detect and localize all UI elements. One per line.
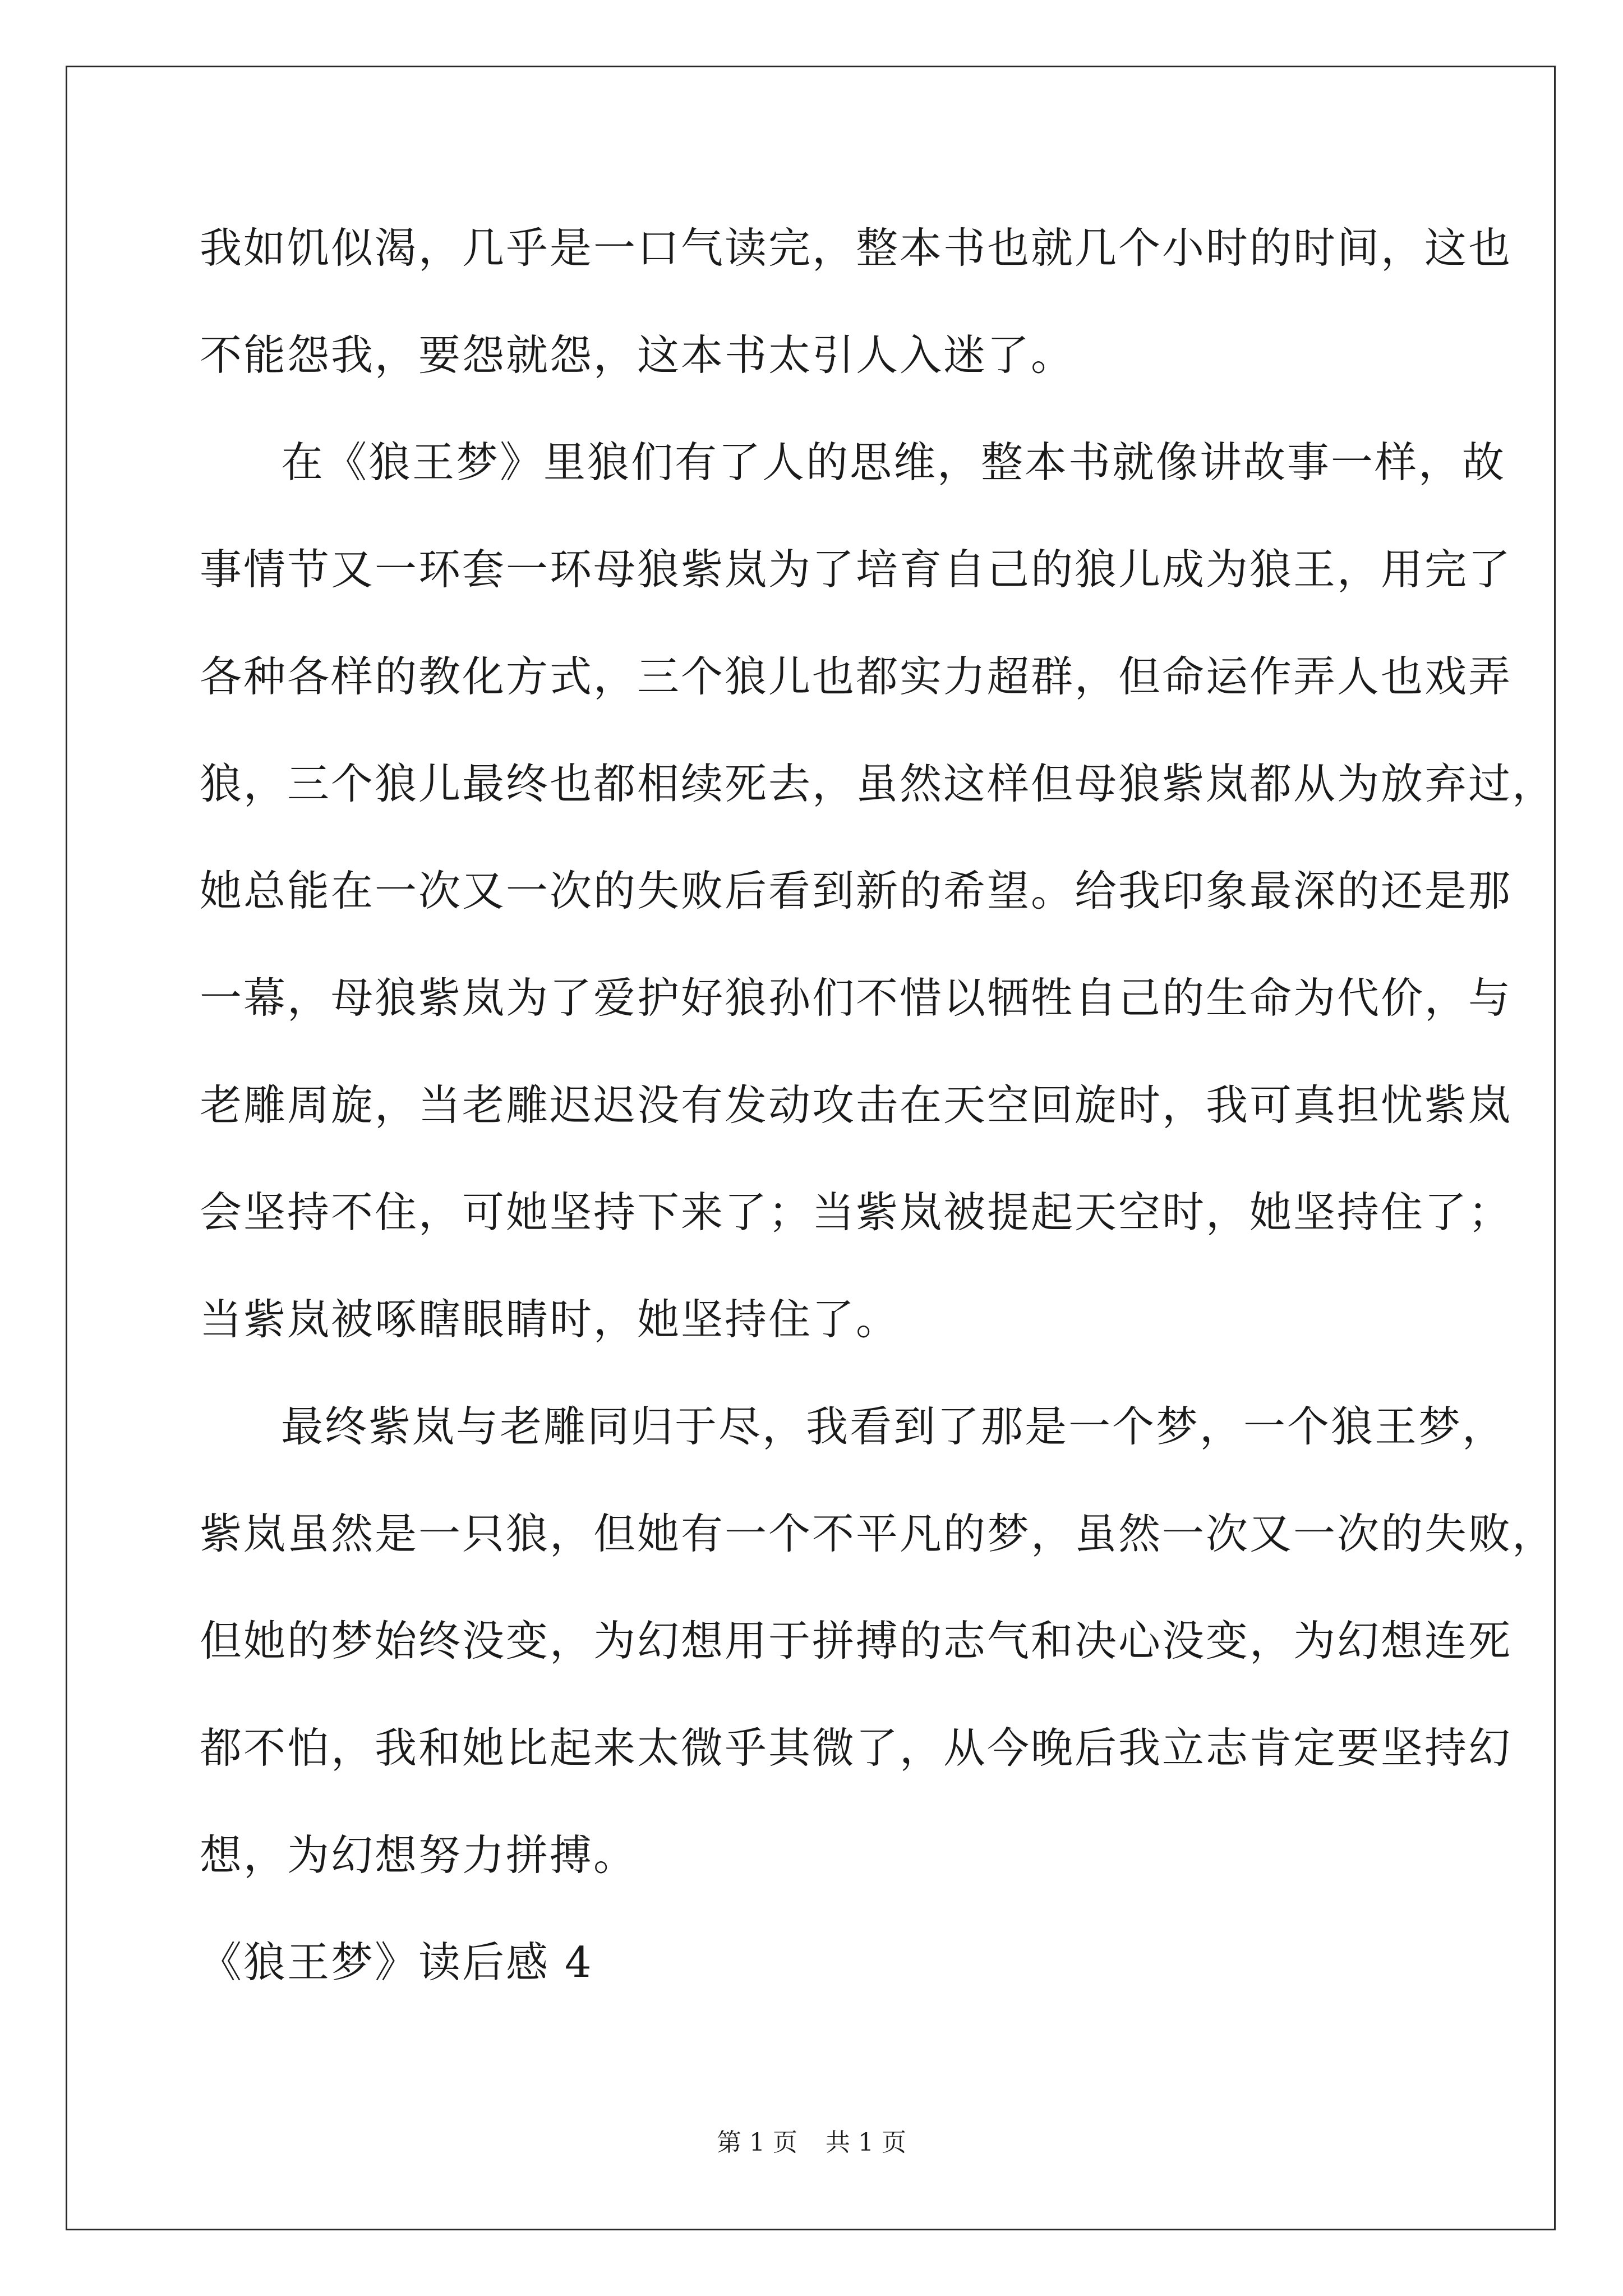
document-body	[200, 208, 1556, 2029]
text-line: 事情节又一环套一环母狼紫岚为了培育自己的狼儿成为狼王，用完了	[200, 545, 1513, 594]
text-line: 紫岚虽然是一只狼，但她有一个不平凡的梦，虽然一次又一次的失败，	[200, 1509, 1556, 1558]
text-line: 不能怨我，要怨就怨，这本书太引人入迷了。	[200, 330, 1075, 380]
text-line: 狼，三个狼儿最终也都相续死去，虽然这样但母狼紫岚都从为放弃过，	[200, 759, 1556, 808]
text-line: 各种各样的教化方式，三个狼儿也都实力超群，但命运作弄人也戏弄	[200, 652, 1513, 701]
page-footer	[0, 2126, 1623, 2160]
text-line: 我如饥似渴，几乎是一口气读完，整本书也就几个小时的时间，这也	[200, 223, 1513, 273]
text-line: 老雕周旋，当老雕迟迟没有发动攻击在天空回旋时，我可真担忧紫岚	[200, 1080, 1513, 1130]
page-number-current: 第 1 页	[717, 2128, 797, 2157]
text-line: 想，为幻想努力拼搏。	[200, 1830, 638, 1880]
text-line: 会坚持不住，可她坚持下来了；当紫岚被提起天空时，她坚持住了；	[200, 1188, 1513, 1237]
text-line: 在《狼王梦》里狼们有了人的思维，整本书就像讲故事一样，故	[281, 438, 1506, 487]
page-number-total: 共 1 页	[826, 2128, 906, 2157]
text-line: 她总能在一次又一次的失败后看到新的希望。给我印象最深的还是那	[200, 866, 1513, 915]
text-line: 最终紫岚与老雕同归于尽，我看到了那是一个梦，一个狼王梦，	[281, 1402, 1506, 1451]
text-line: 当紫岚被啄瞎眼睛时，她坚持住了。	[200, 1295, 900, 1344]
section-heading: 《狼王梦》读后感 4	[200, 1938, 593, 1987]
text-line: 都不怕，我和她比起来太微乎其微了，从今晚后我立志肯定要坚持幻	[200, 1723, 1513, 1773]
text-line: 但她的梦始终没变，为幻想用于拼搏的志气和决心没变，为幻想连死	[200, 1616, 1513, 1665]
text-line: 一幕，母狼紫岚为了爱护好狼孙们不惜以牺牲自己的生命为代价，与	[200, 973, 1513, 1023]
